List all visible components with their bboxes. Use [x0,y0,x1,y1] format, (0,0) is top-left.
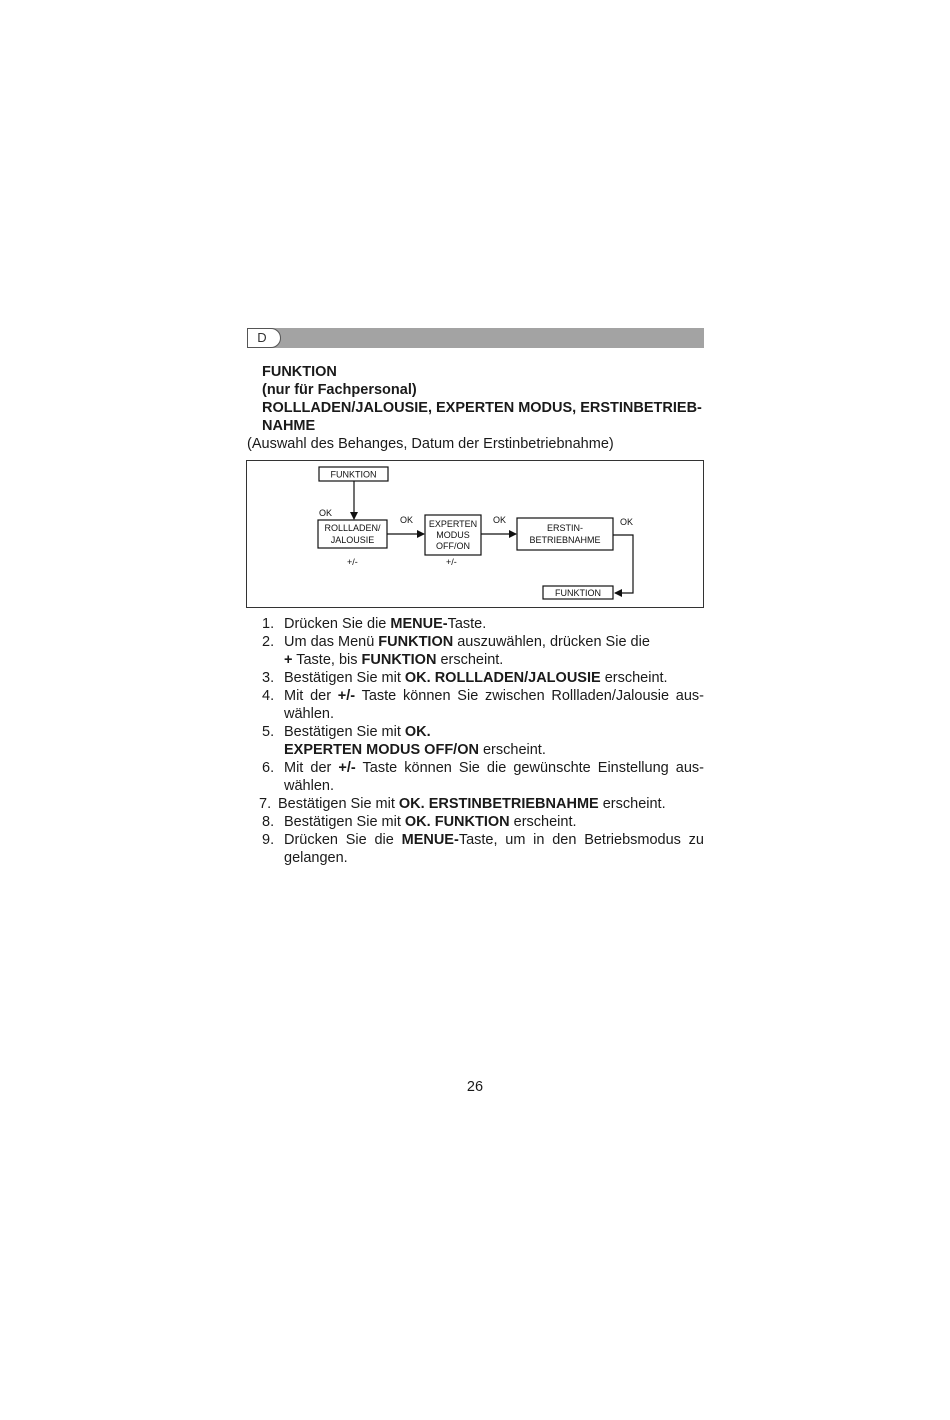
step-4: 4. Mit der +/- Taste können Sie zwischen Rollladen/Jalousie aus-wählen. [262,688,705,722]
language-header-bar [247,328,704,348]
section-heading-topics-cont: NAHME [262,418,316,434]
box-experten-label-3: OFF/ON [436,541,470,551]
step-3: 3. Bestätigen Sie mit OK. ROLLLADEN/JALOUSIE erscheint. [262,670,668,686]
section-heading-title: FUNKTION [262,364,337,380]
menu-flow-svg [247,461,705,609]
plusminus-label-2: +/- [446,557,457,567]
ok-label-4: OK [620,517,634,527]
section-subtitle: (Auswahl des Behanges, Datum der Erstinbetriebnahme) [247,436,614,452]
plusminus-label-1: +/- [347,557,358,567]
step-9: 9. Drücken Sie die MENUE-Taste, um in den Betriebsmodus zu gelangen. [262,832,704,866]
ok-label-2: OK [400,515,414,525]
step-6: 6. Mit der +/- Taste können Sie die gewünschte Einstellung aus-wählen. [262,760,704,794]
step-5: 5. Bestätigen Sie mit OK. EXPERTEN MODUS OFF/ON erscheint. [262,724,546,758]
step-2: 2. Um das Menü FUNKTION auszuwählen, drücken Sie die + Taste, bis FUNKTION erscheint. [262,634,650,668]
box-experten-label-1: EXPERTEN [428,519,478,529]
box-rollladen-label-1: ROLLLADEN/ [324,523,381,533]
ok-label-1: OK [319,508,333,518]
step-1: 1. Drücken Sie die MENUE-Taste. [262,616,487,632]
ok-label-3: OK [493,515,507,525]
box-experten-label-2: MODUS [436,530,470,540]
section-heading-topics: ROLLLADEN/JALOUSIE, EXPERTEN MODUS, ERSTINBETRIEB- [262,400,702,416]
box-rollladen-label-2: JALOUSIE [330,535,375,545]
instruction-steps [259,615,705,867]
page-number: 26 [466,1079,484,1095]
box-erstin-label-1: ERSTIN- [547,523,583,533]
box-erstin-label-2: BETRIEBNAHME [529,535,601,545]
menu-flow-diagram [246,460,704,608]
box-funktion-bottom-label: FUNKTION [555,588,601,598]
step-8: 8. Bestätigen Sie mit OK. FUNKTION erscheint. [262,814,577,830]
section-heading-audience: (nur für Fachpersonal) [262,382,417,398]
box-funktion-top-label: FUNKTION [330,469,377,480]
language-tab: D [247,328,281,348]
arrow-erstin-to-funktion [613,535,633,593]
step-7: 7. Bestätigen Sie mit OK. ERSTINBETRIEBNAHME erscheint. [259,796,666,812]
